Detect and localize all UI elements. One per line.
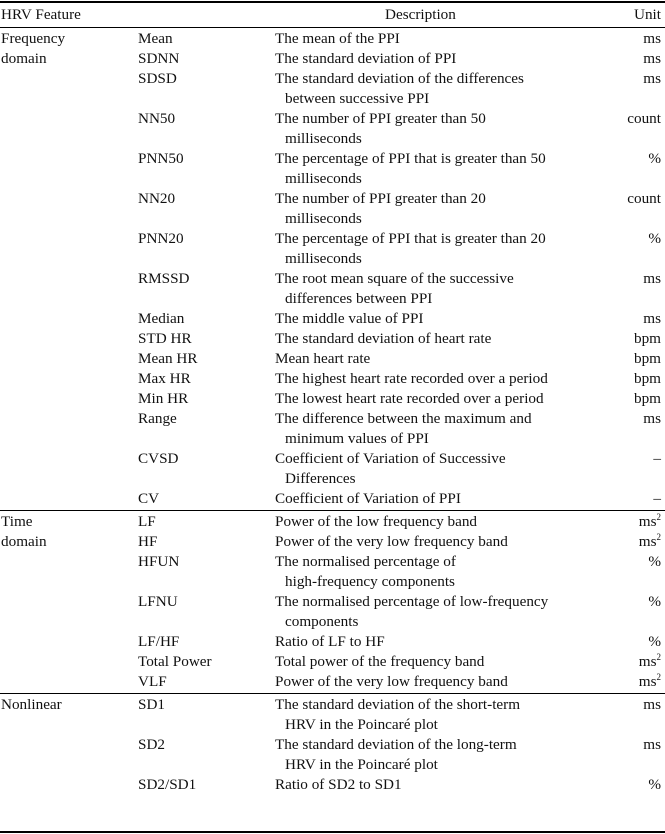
unit-text: count	[627, 190, 661, 207]
table-row-unit	[643, 49, 661, 69]
group-category-label: domain	[1, 50, 47, 67]
table-row-feature: CV	[138, 490, 160, 507]
table-row-feature: Median	[138, 310, 185, 327]
table-row-description: milliseconds	[285, 210, 362, 227]
unit-text: bpm	[633, 370, 661, 387]
table-row-description: The middle value of PPI	[275, 310, 424, 327]
table-row-description: Mean heart rate	[275, 350, 371, 367]
table-row-unit	[643, 695, 661, 715]
group-category-label: Nonlinear	[1, 696, 62, 713]
table-row-description: milliseconds	[285, 170, 362, 187]
group-category-label: Frequency	[1, 30, 66, 47]
table-row-description: milliseconds	[285, 250, 362, 267]
table-row-description: The mean of the PPI	[275, 30, 400, 47]
unit-text: ms	[638, 653, 657, 670]
table-row-description: Power of the very low frequency band	[275, 533, 508, 550]
table-row-description: HRV in the Poincaré plot	[285, 756, 438, 773]
table-row-unit	[648, 775, 661, 795]
table-row-description: The highest heart rate recorded over a period	[275, 370, 548, 387]
unit-text: bpm	[633, 330, 661, 347]
table-row-feature: SD2/SD1	[138, 776, 197, 793]
table-row-description: The standard deviation of the short-term	[275, 696, 521, 713]
table-row-unit	[643, 409, 661, 429]
table-row-feature: Max HR	[138, 370, 191, 387]
table-row-feature: VLF	[138, 673, 167, 690]
table-row-unit	[648, 229, 661, 249]
unit-text: ms	[643, 310, 661, 327]
table-row-unit	[639, 532, 661, 552]
table-row-description: Coefficient of Variation of Successive	[275, 450, 506, 467]
unit-text: %	[648, 150, 661, 167]
table-row-feature: HF	[138, 533, 158, 550]
table-row-description: Ratio of LF to HF	[275, 633, 385, 650]
table-row-description: differences between PPI	[285, 290, 433, 307]
table-row-feature: HFUN	[138, 553, 180, 570]
table-row-feature: SD1	[138, 696, 166, 713]
table-row-unit	[643, 69, 661, 89]
table-row-description: The normalised percentage of low-frequency	[275, 593, 549, 610]
unit-text: %	[648, 553, 661, 570]
table-row-description: HRV in the Poincaré plot	[285, 716, 438, 733]
table-row-unit	[648, 632, 661, 652]
group-divider	[0, 693, 665, 694]
table-row-description: The percentage of PPI that is greater than 50	[275, 150, 546, 167]
header-unit: Unit	[633, 6, 661, 23]
table-row-feature: LF/HF	[138, 633, 180, 650]
table-row-feature: SDNN	[138, 50, 180, 67]
table-row-feature: Mean HR	[138, 350, 198, 367]
table-row-unit	[643, 269, 661, 289]
unit-superscript: 2	[656, 672, 661, 682]
table-row-description: milliseconds	[285, 130, 362, 147]
unit-text: ms	[643, 30, 661, 47]
unit-text: %	[648, 776, 661, 793]
unit-superscript: 2	[656, 652, 661, 662]
table-row-description: components	[285, 613, 359, 630]
table-row-description: The difference between the maximum and	[275, 410, 532, 427]
table-row-feature: Mean	[138, 30, 173, 47]
table-row-description: Power of the low frequency band	[275, 513, 478, 530]
table-row-unit	[643, 29, 661, 49]
unit-text: ms	[643, 70, 661, 87]
unit-text: ms	[643, 410, 661, 427]
table-row-unit	[634, 329, 661, 349]
unit-text: ms	[643, 736, 661, 753]
table-row-unit	[648, 552, 661, 572]
unit-text: %	[648, 230, 661, 247]
table-row-description: The standard deviation of PPI	[275, 50, 457, 67]
table-row-unit	[643, 735, 661, 755]
table-row-description: Coefficient of Variation of PPI	[275, 490, 461, 507]
top-rule	[0, 1, 665, 3]
unit-text: ms	[643, 50, 661, 67]
table-row-unit	[627, 189, 661, 209]
header-feature: HRV Feature	[1, 6, 81, 23]
table-row-description: The percentage of PPI that is greater than 20	[275, 230, 546, 247]
table-row-description: Differences	[285, 470, 356, 487]
table-row-unit	[648, 149, 661, 169]
unit-text: ms	[643, 696, 661, 713]
table-row-unit	[634, 349, 661, 369]
table-row-feature: Range	[138, 410, 177, 427]
unit-superscript: 2	[656, 512, 661, 522]
table-row-description: Power of the very low frequency band	[275, 673, 508, 690]
table-row-unit	[653, 449, 661, 469]
table-row-description: The standard deviation of heart rate	[275, 330, 492, 347]
table-row-description: Ratio of SD2 to SD1	[275, 776, 402, 793]
table-row-feature: NN20	[138, 190, 176, 207]
group-category-label: domain	[1, 533, 47, 550]
table-row-unit	[627, 109, 661, 129]
table-row-unit	[643, 309, 661, 329]
bottom-rule	[0, 831, 665, 833]
table-row-unit	[639, 512, 661, 532]
table-row-description: The root mean square of the successive	[275, 270, 514, 287]
table-row-description: The lowest heart rate recorded over a period	[275, 390, 544, 407]
unit-text: –	[653, 490, 661, 507]
unit-text: bpm	[633, 350, 661, 367]
table-row-description: Total power of the frequency band	[275, 653, 485, 670]
header-rule	[0, 27, 665, 28]
unit-text: %	[648, 593, 661, 610]
table-row-description: The standard deviation of the long-term	[275, 736, 517, 753]
table-row-feature: PNN50	[138, 150, 184, 167]
group-category-label: Time	[1, 513, 33, 530]
table-row-description: The standard deviation of the differences	[275, 70, 524, 87]
table-row-unit	[648, 592, 661, 612]
unit-text: ms	[638, 673, 657, 690]
unit-text: bpm	[633, 390, 661, 407]
table-row-feature: SDSD	[138, 70, 177, 87]
unit-text: ms	[643, 270, 661, 287]
table-row-feature: Total Power	[138, 653, 212, 670]
table-row-description: between successive PPI	[285, 90, 430, 107]
unit-text: ms	[638, 533, 657, 550]
table-row-feature: RMSSD	[138, 270, 190, 287]
table-row-description: minimum values of PPI	[285, 430, 429, 447]
table-row-description: The number of PPI greater than 50	[275, 110, 486, 127]
group-divider	[0, 510, 665, 511]
table-row-feature: LFNU	[138, 593, 178, 610]
unit-text: %	[648, 633, 661, 650]
header-description: Description	[385, 6, 456, 23]
table-row-description: high-frequency components	[285, 573, 455, 590]
table-row-feature: PNN20	[138, 230, 184, 247]
unit-text: –	[653, 450, 661, 467]
unit-text: count	[627, 110, 661, 127]
table-row-description: The number of PPI greater than 20	[275, 190, 486, 207]
table-row-feature: STD HR	[138, 330, 192, 347]
table-row-feature: CVSD	[138, 450, 179, 467]
table-row-description: The normalised percentage of	[275, 553, 456, 570]
table-row-feature: NN50	[138, 110, 176, 127]
table-row-unit	[634, 389, 661, 409]
table-row-unit	[639, 672, 661, 692]
table-row-feature: SD2	[138, 736, 166, 753]
table-row-unit	[634, 369, 661, 389]
table-row-unit	[639, 652, 661, 672]
table-row-feature: LF	[138, 513, 156, 530]
unit-text: ms	[638, 513, 657, 530]
unit-superscript: 2	[656, 532, 661, 542]
table-row-unit	[653, 489, 661, 509]
table-row-feature: Min HR	[138, 390, 189, 407]
